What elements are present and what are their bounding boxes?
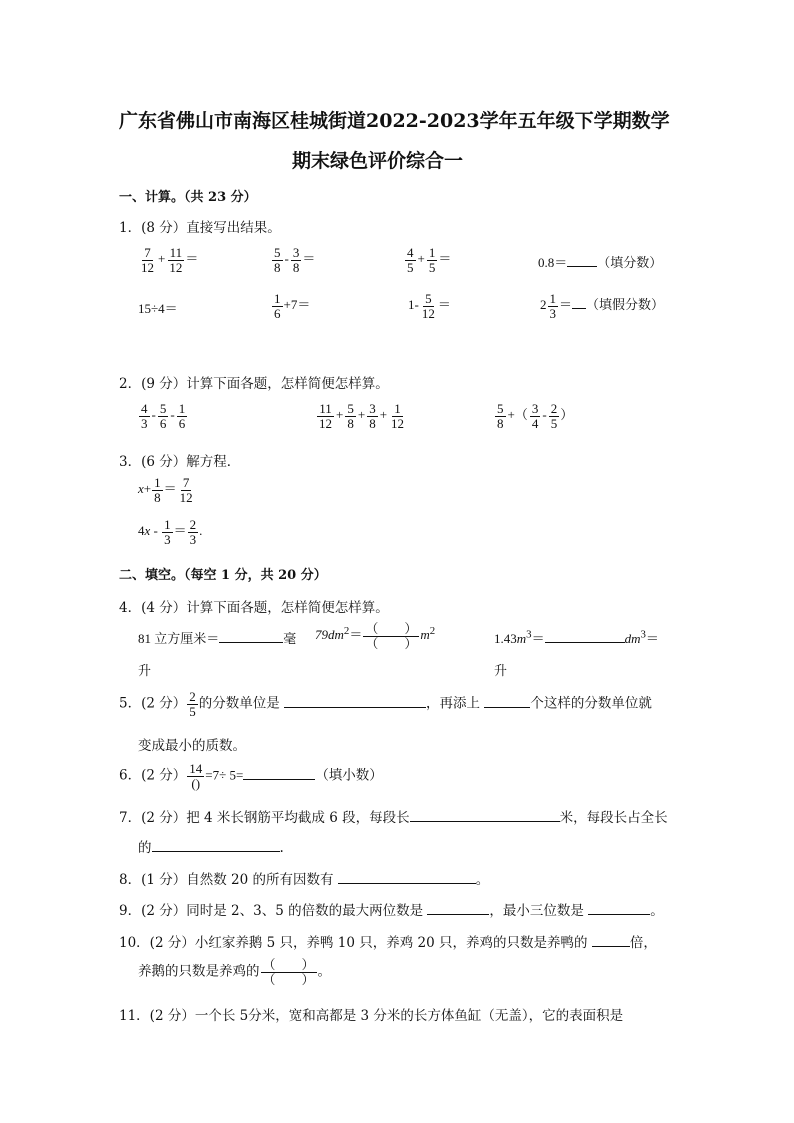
answer-blank[interactable] (588, 902, 650, 915)
question-6: 6．(2 分） $\frac{14}{()}$ =7÷ 5= （填小数） (119, 761, 383, 791)
q4-part-3-unit: 升 (494, 663, 508, 678)
q2-expr-2: $\frac{11}{12}$ + $\frac{5}{8}$ + $\frac{3}{8}$ + $\frac{1}{12}$ (319, 401, 405, 431)
q1-expr-8: 2 $\frac{1}{3}$ ＝ （填假分数） (540, 291, 665, 321)
question-5-cont: 变成最小的质数。 (138, 738, 246, 754)
question-7-cont: 的 . (138, 840, 284, 856)
q4-part-1: 81 立方厘米＝ 毫 (138, 631, 297, 646)
question-4-label: 4．(4 分）计算下面各题，怎样简便怎样算。 (119, 600, 389, 616)
answer-blank[interactable] (410, 809, 560, 822)
page-subtitle: 期末绿色评价综合一 (292, 150, 464, 172)
question-1-label: 1．(8 分）直接写出结果。 (119, 220, 281, 236)
q3-equation-1: x+ $\frac{1}{8}$ ＝ $\frac{7}{12}$ (138, 475, 193, 505)
q1-expr-7: 1- $\frac{5}{12}$ ＝ (408, 291, 451, 321)
answer-blank[interactable] (572, 296, 586, 309)
question-2-label: 2．(9 分）计算下面各题，怎样简便怎样算。 (119, 376, 389, 392)
q1-expr-4: 0.8＝ （填分数） (538, 255, 663, 270)
question-11: 11．(2 分）一个长 5分米，宽和高都是 3 分米的长方体鱼缸（无盖），它的表面积是 (119, 1008, 624, 1024)
q2-expr-1: $\frac{4}{3}$ - $\frac{5}{6}$ - $\frac{1}{6}$ (141, 401, 186, 431)
q1-expr-1: $\frac{7}{12}$ + $\frac{11}{12}$ ＝ (141, 245, 199, 275)
answer-blank[interactable] (219, 630, 283, 643)
q4-part-2: $79dm^2=$ $\frac{( )}{( )}$ $m^2$ (315, 621, 436, 651)
question-5: 5．(2 分） $\frac{2}{5}$ 的分数单位是 ，再添上 个这样的分数单位就 (119, 689, 652, 719)
q1-expr-5: 15÷4＝ (138, 301, 178, 316)
page-title: 广东省佛山市南海区桂城街道2022-2023学年五年级下学期数学 (119, 110, 670, 132)
question-10-cont: 养鹅的只数是养鸡的 $\frac{( )}{( )}$ 。 (138, 957, 332, 987)
q3-equation-2: 4x - $\frac{1}{3}$ ＝ $\frac{2}{3}$ . (138, 517, 203, 547)
q4-part-3: $1.43m^3= dm^3=$ (494, 628, 659, 646)
answer-blank[interactable] (152, 839, 280, 852)
answer-blank[interactable] (243, 767, 315, 780)
section-2-heading: 二、填空。（每空 1 分，共 20 分） (119, 568, 327, 583)
answer-blank[interactable] (545, 630, 625, 643)
q2-expr-3: $\frac{5}{8}$ +（ $\frac{3}{4}$ - $\frac{2}{5}$ ） (497, 401, 574, 431)
question-7: 7．(2 分）把 4 米长钢筋平均截成 6 段，每段长 米，每段长占全长 (119, 810, 668, 826)
question-9: 9．(2 分）同时是 2、3、5 的倍数的最大两位数是 ，最小三位数是 。 (119, 903, 664, 919)
answer-blank[interactable] (427, 902, 489, 915)
question-10: 10．(2 分）小红家养鹅 5 只，养鸭 10 只，养鸡 20 只，养鸡的只数是养鸭的 倍， (119, 935, 657, 951)
q1-expr-2: $\frac{5}{8}$ - $\frac{3}{8}$ ＝ (274, 245, 316, 275)
answer-blank[interactable] (592, 934, 630, 947)
answer-blank[interactable] (484, 695, 530, 708)
q4-part-1-unit: 升 (138, 663, 152, 678)
question-8: 8．(1 分）自然数 20 的所有因数有 。 (119, 872, 490, 888)
q1-expr-3: $\frac{4}{5}$ + $\frac{1}{5}$ ＝ (407, 245, 452, 275)
answer-blank[interactable] (338, 871, 476, 884)
question-3-label: 3．(6 分）解方程． (119, 454, 241, 470)
answer-blank[interactable] (284, 695, 426, 708)
q1-expr-6: $\frac{1}{6}$ +7＝ (274, 291, 311, 321)
section-1-heading: 一、计算。（共 23 分） (119, 190, 257, 205)
answer-blank[interactable] (567, 254, 597, 267)
